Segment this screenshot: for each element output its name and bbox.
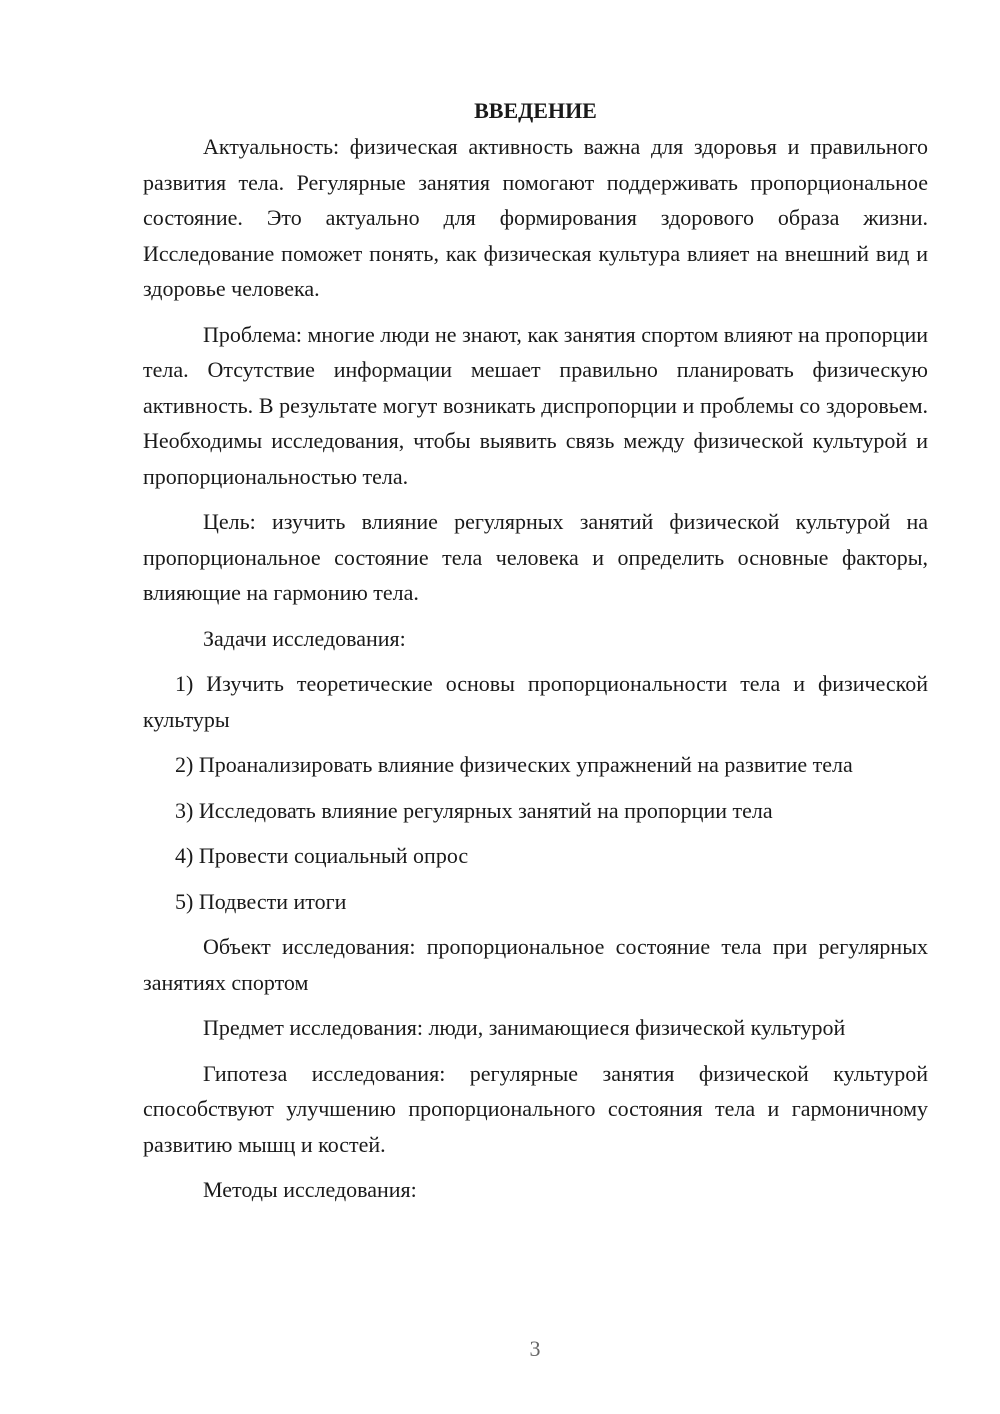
paragraph-hypothesis: Гипотеза исследования: регулярные занятия физической культурой способствуют улучшению пропорционального состояния тела и гармоничному развитию мышц и костей.: [143, 1060, 928, 1157]
task-item-4: 4) Провести социальный опрос: [175, 843, 469, 868]
page-number: 3: [529, 1336, 541, 1361]
task-item-1: 1) Изучить теоретические основы пропорциональности тела и физической культуры: [143, 671, 928, 732]
paragraph-problem: Проблема: многие люди не знают, как занятия спортом влияют на пропорции тела. Отсутствие информации мешает правильно планировать физическую активность. В результате могут возникать диспропорции и проблемы со здоровьем. Необходимы исследования, чтобы выявить связь между физической культурой и пропорциональностью тела.: [143, 321, 928, 489]
paragraph-tasks-heading: Задачи исследования:: [203, 625, 406, 651]
paragraph-goal: Цель: изучить влияние регулярных занятий физической культурой на пропорциональное состояние тела человека и определить основные факторы, влияющие на гармонию тела.: [143, 509, 928, 605]
paragraph-relevance: Актуальность: физическая активность важна для здоровья и правильного развития тела. Регулярные занятия помогают поддерживать пропорциональное состояние. Это актуально для формирования здорового образа жизни. Исследование поможет понять, как физическая культура влияет на внешний вид и здоровье человека.: [143, 134, 928, 301]
paragraph-methods: Методы исследования:: [203, 1177, 417, 1202]
paragraph-object: Объект исследования: пропорциональное состояние тела при регулярных занятиях спортом: [143, 934, 928, 995]
page-content: [143, 93, 928, 1218]
section-title: ВВЕДЕНИЕ: [474, 98, 597, 123]
task-item-2: 2) Проанализировать влияние физических упражнений на развитие тела: [175, 752, 853, 777]
task-item-5: 5) Подвести итоги: [175, 888, 347, 914]
task-item-3: 3) Исследовать влияние регулярных занятий на пропорции тела: [175, 797, 773, 823]
paragraph-subject: Предмет исследования: люди, занимающиеся физической культурой: [203, 1015, 846, 1040]
